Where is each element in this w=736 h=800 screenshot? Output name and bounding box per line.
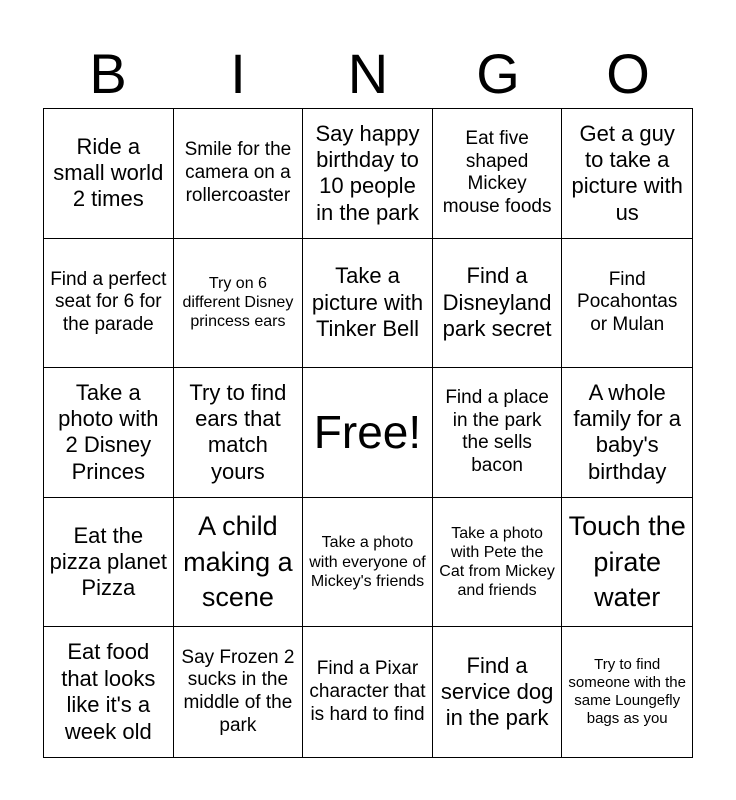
header-letter-n: N <box>347 42 389 105</box>
bingo-cell-text: A child making a scene <box>183 511 293 612</box>
bingo-cell[interactable] <box>44 109 174 239</box>
bingo-cell-text: Say Frozen 2 sucks in the middle of the park <box>181 646 295 736</box>
bingo-cell-text: Find a service dog in the park <box>440 652 554 731</box>
bingo-cell-text: Find a place in the park the sells bacon <box>445 386 549 477</box>
bingo-cell[interactable] <box>303 239 433 369</box>
bingo-cell-text: Ride a small world 2 times <box>53 133 164 212</box>
bingo-cell-text: Try to find someone with the same Loungefly bags as you <box>568 656 686 728</box>
bingo-cell-text: Free! <box>313 405 422 458</box>
bingo-cell[interactable] <box>174 109 304 239</box>
bingo-cell-text: Take a photo with Pete the Cat from Mickey and friends <box>439 524 555 600</box>
bingo-cell[interactable] <box>44 627 174 757</box>
bingo-cell[interactable] <box>303 627 433 757</box>
bingo-cell-text: Find a perfect seat for 6 for the parade <box>50 268 167 336</box>
bingo-cell-text: Eat five shaped Mickey mouse foods <box>442 127 552 218</box>
bingo-cell[interactable] <box>433 627 563 757</box>
bingo-cell-text: Try to find ears that match yours <box>189 379 287 484</box>
bingo-cell-text: Take a photo with 2 Disney Princes <box>58 379 159 484</box>
bingo-cell-text: Smile for the camera on a rollercoaster <box>184 139 292 206</box>
bingo-board <box>43 108 693 758</box>
bingo-cell-text: Touch the pirate water <box>568 511 686 612</box>
header-letter-o: O <box>606 42 650 105</box>
bingo-cell[interactable] <box>433 498 563 628</box>
bingo-cell[interactable] <box>562 627 692 757</box>
bingo-header <box>43 40 693 108</box>
bingo-cell-text: Find a Disneyland park secret <box>442 263 552 342</box>
header-letter-g: G <box>476 42 520 105</box>
header-letter-i: I <box>230 42 246 105</box>
bingo-cell-text: Say happy birthday to 10 people in the park <box>315 120 420 225</box>
bingo-cell[interactable] <box>433 109 563 239</box>
bingo-cell-text: A whole family for a baby's birthday <box>573 379 681 484</box>
bingo-cell[interactable] <box>44 239 174 369</box>
bingo-cell[interactable] <box>174 627 304 757</box>
bingo-cell[interactable] <box>174 239 304 369</box>
bingo-cell[interactable] <box>44 368 174 498</box>
bingo-cell[interactable] <box>433 239 563 369</box>
bingo-cell-text: Get a guy to take a picture with us <box>571 120 683 225</box>
bingo-cell-text: Eat food that looks like it's a week old <box>61 639 156 744</box>
bingo-cell[interactable] <box>44 498 174 628</box>
bingo-cell[interactable] <box>562 368 692 498</box>
bingo-cell[interactable] <box>562 239 692 369</box>
bingo-cell-text: Take a picture with Tinker Bell <box>311 263 424 342</box>
bingo-cell-text: Take a photo with everyone of Mickey's friends <box>309 534 426 590</box>
bingo-cell[interactable] <box>303 109 433 239</box>
bingo-cell-text: Eat the pizza planet Pizza <box>49 522 167 601</box>
bingo-cell[interactable] <box>562 109 692 239</box>
bingo-cell[interactable] <box>433 368 563 498</box>
bingo-cell-text: Find a Pixar character that is hard to find <box>309 658 426 725</box>
bingo-cell[interactable] <box>174 368 304 498</box>
header-letter-b: B <box>89 42 127 105</box>
bingo-cell[interactable] <box>174 498 304 628</box>
bingo-cell-text: Try on 6 different Disney princess ears <box>182 275 294 331</box>
bingo-cell[interactable] <box>303 498 433 628</box>
bingo-cell[interactable] <box>562 498 692 628</box>
bingo-cell-free[interactable] <box>303 368 433 498</box>
bingo-cell-text: Find Pocahontas or Mulan <box>577 268 678 336</box>
